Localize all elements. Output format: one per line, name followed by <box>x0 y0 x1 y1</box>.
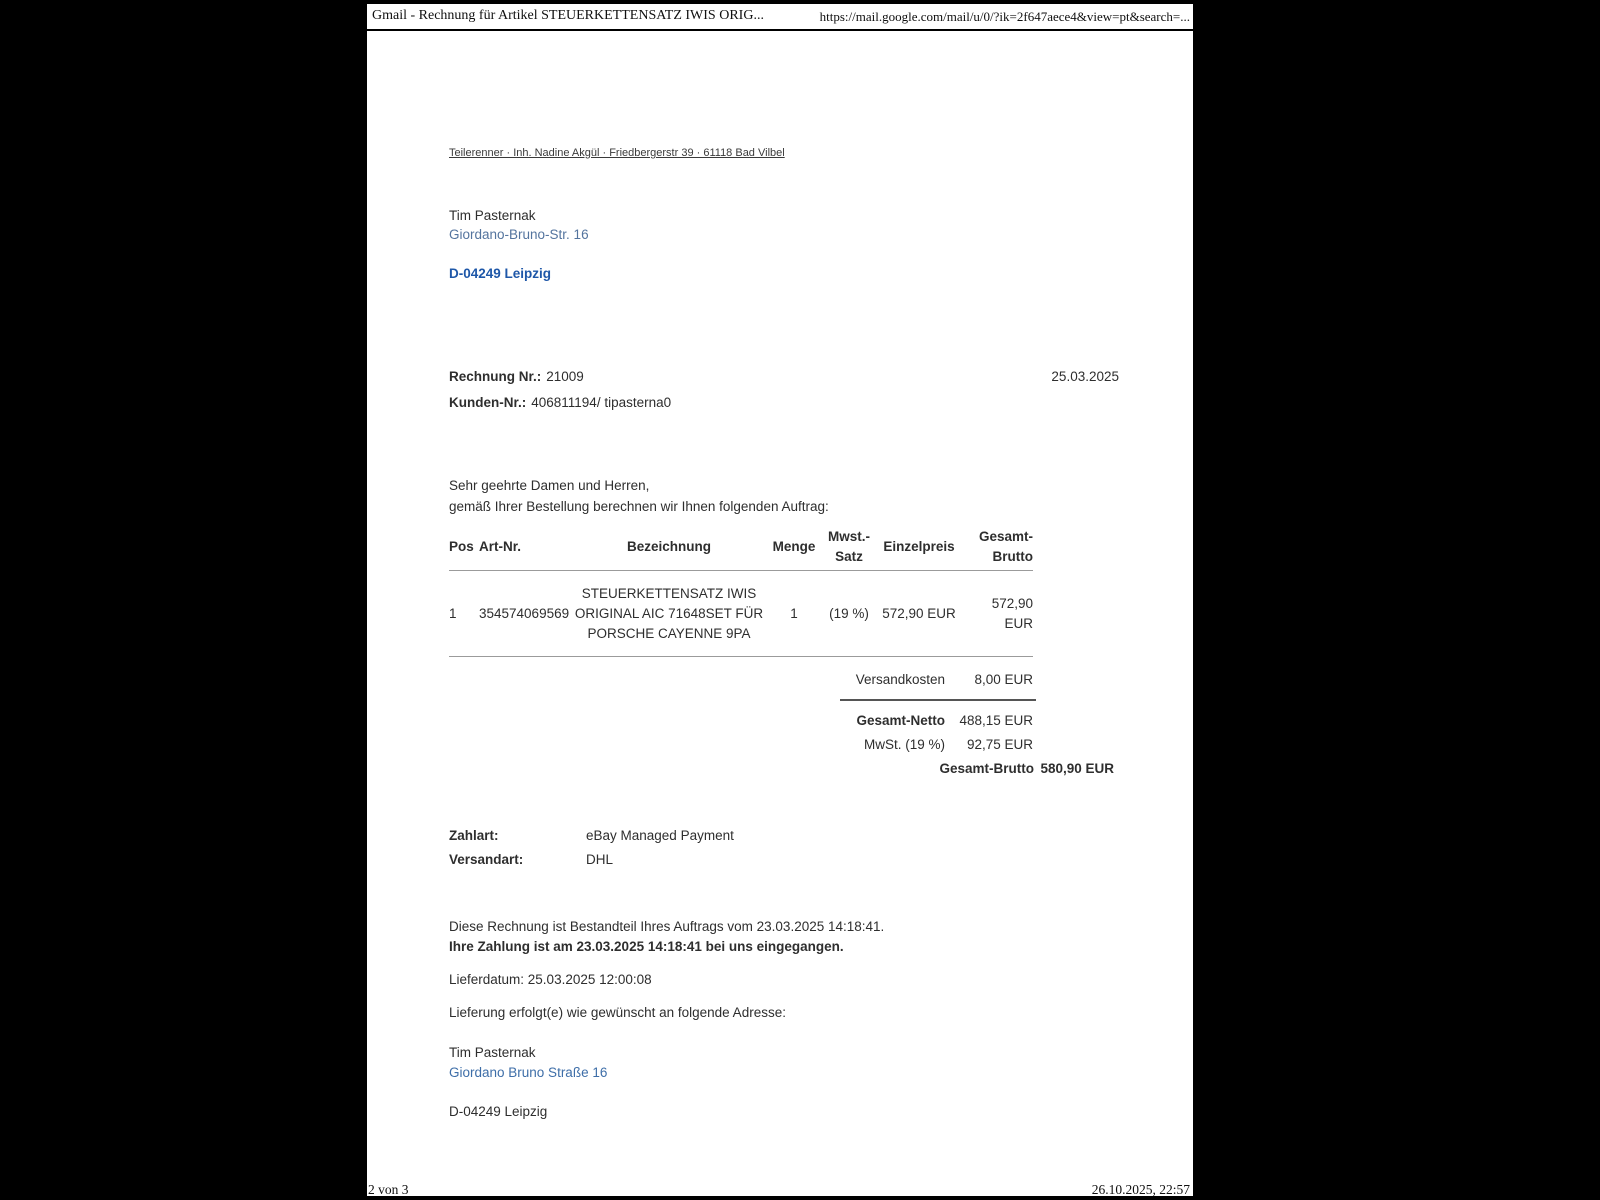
vat-row <box>449 737 1033 752</box>
print-header-url: https://mail.google.com/mail/u/0/?ik=2f647aece4&view=pt&search=... <box>819 9 1190 24</box>
cell-art-nr: 354574069569 <box>479 571 571 657</box>
payment-method-label: Zahlart: <box>449 828 499 843</box>
vat-value: 92,75 EUR <box>966 737 1033 752</box>
delivery-date-line: Lieferdatum: 25.03.2025 12:00:08 <box>449 972 652 987</box>
gross-total-label: Gesamt-Brutto <box>939 761 1034 776</box>
line-items-table <box>449 524 1033 657</box>
totals-divider <box>840 699 1036 701</box>
payment-method-value: eBay Managed Payment <box>586 828 734 843</box>
invoice-date: 25.03.2025 <box>1051 369 1119 384</box>
invoice-number-value: 21009 <box>546 369 584 384</box>
sender-address-line: Teilerenner · Inh. Nadine Akgül · Friedbergerstr 39 · 61118 Bad Vilbel <box>449 147 785 159</box>
shipping-method-value: DHL <box>586 852 614 867</box>
col-header-einzelpreis: Einzelpreis <box>877 524 961 571</box>
cell-einzelpreis: 572,90 EUR <box>877 571 961 657</box>
table-row <box>449 571 1033 657</box>
invoice-number-label: Rechnung Nr.: <box>449 369 542 384</box>
recipient-name: Tim Pasternak <box>449 208 536 223</box>
customer-number-label: Kunden-Nr.: <box>449 395 527 410</box>
payment-method-row <box>449 828 734 843</box>
net-total-value: 488,15 EUR <box>959 713 1033 728</box>
vat-label: MwSt. (19 %) <box>863 737 945 752</box>
order-note-line: Diese Rechnung ist Bestandteil Ihres Auftrags vom 23.03.2025 14:18:41. <box>449 919 885 934</box>
col-header-mwst-satz: Mwst.-Satz <box>821 524 877 571</box>
col-header-gesamt-brutto: Gesamt-Brutto <box>961 524 1033 571</box>
print-footer-timestamp: 26.10.2025, 22:57 <box>1091 1182 1190 1197</box>
cell-pos: 1 <box>449 571 479 657</box>
customer-number-row <box>449 393 671 413</box>
recipient-street-link[interactable]: Giordano-Bruno-Str. 16 <box>449 227 589 242</box>
gross-total-row <box>449 761 1114 776</box>
cell-menge: 1 <box>767 571 821 657</box>
net-total-label: Gesamt-Netto <box>856 713 945 728</box>
print-header-title: Gmail - Rechnung für Artikel STEUERKETTENSATZ IWIS ORIG... <box>372 8 764 23</box>
shipping-method-label: Versandart: <box>449 852 524 867</box>
invoice-number-row <box>449 367 1119 387</box>
cell-mwst-satz: (19 %) <box>821 571 877 657</box>
table-header-row <box>449 524 1033 571</box>
greeting-line: Sehr geehrte Damen und Herren, <box>449 478 650 493</box>
shipping-cost-label: Versandkosten <box>855 672 945 687</box>
shipping-cost-value: 8,00 EUR <box>974 672 1033 687</box>
print-footer-page-indicator: 2 von 3 <box>368 1182 409 1197</box>
recipient-city-link[interactable]: D-04249 Leipzig <box>449 266 552 281</box>
col-header-art-nr: Art-Nr. <box>479 524 571 571</box>
delivery-city: D-04249 Leipzig <box>449 1104 548 1119</box>
shipping-cost-row <box>449 672 1033 687</box>
customer-number-value: 406811194/ tipasterna0 <box>531 395 672 410</box>
delivery-intro-line: Lieferung erfolgt(e) wie gewünscht an folgende Adresse: <box>449 1005 786 1020</box>
printed-page <box>363 0 1197 1200</box>
col-header-pos: Pos <box>449 524 479 571</box>
payment-received-line: Ihre Zahlung ist am 23.03.2025 14:18:41 bei uns eingegangen. <box>449 939 844 954</box>
cell-bezeichnung: STEUERKETTENSATZ IWIS ORIGINAL AIC 71648SET FÜR PORSCHE CAYENNE 9PA <box>571 571 767 657</box>
delivery-street-link[interactable]: Giordano Bruno Straße 16 <box>449 1065 608 1080</box>
order-intro-line: gemäß Ihrer Bestellung berechnen wir Ihnen folgenden Auftrag: <box>449 499 829 514</box>
shipping-method-row <box>449 852 613 867</box>
delivery-name: Tim Pasternak <box>449 1045 536 1060</box>
col-header-menge: Menge <box>767 524 821 571</box>
print-header-divider <box>367 29 1193 31</box>
gross-total-value: 580,90 EUR <box>1040 761 1114 776</box>
col-header-bezeichnung: Bezeichnung <box>571 524 767 571</box>
net-total-row <box>449 713 1033 728</box>
cell-gesamt-brutto: 572,90 EUR <box>961 571 1033 657</box>
